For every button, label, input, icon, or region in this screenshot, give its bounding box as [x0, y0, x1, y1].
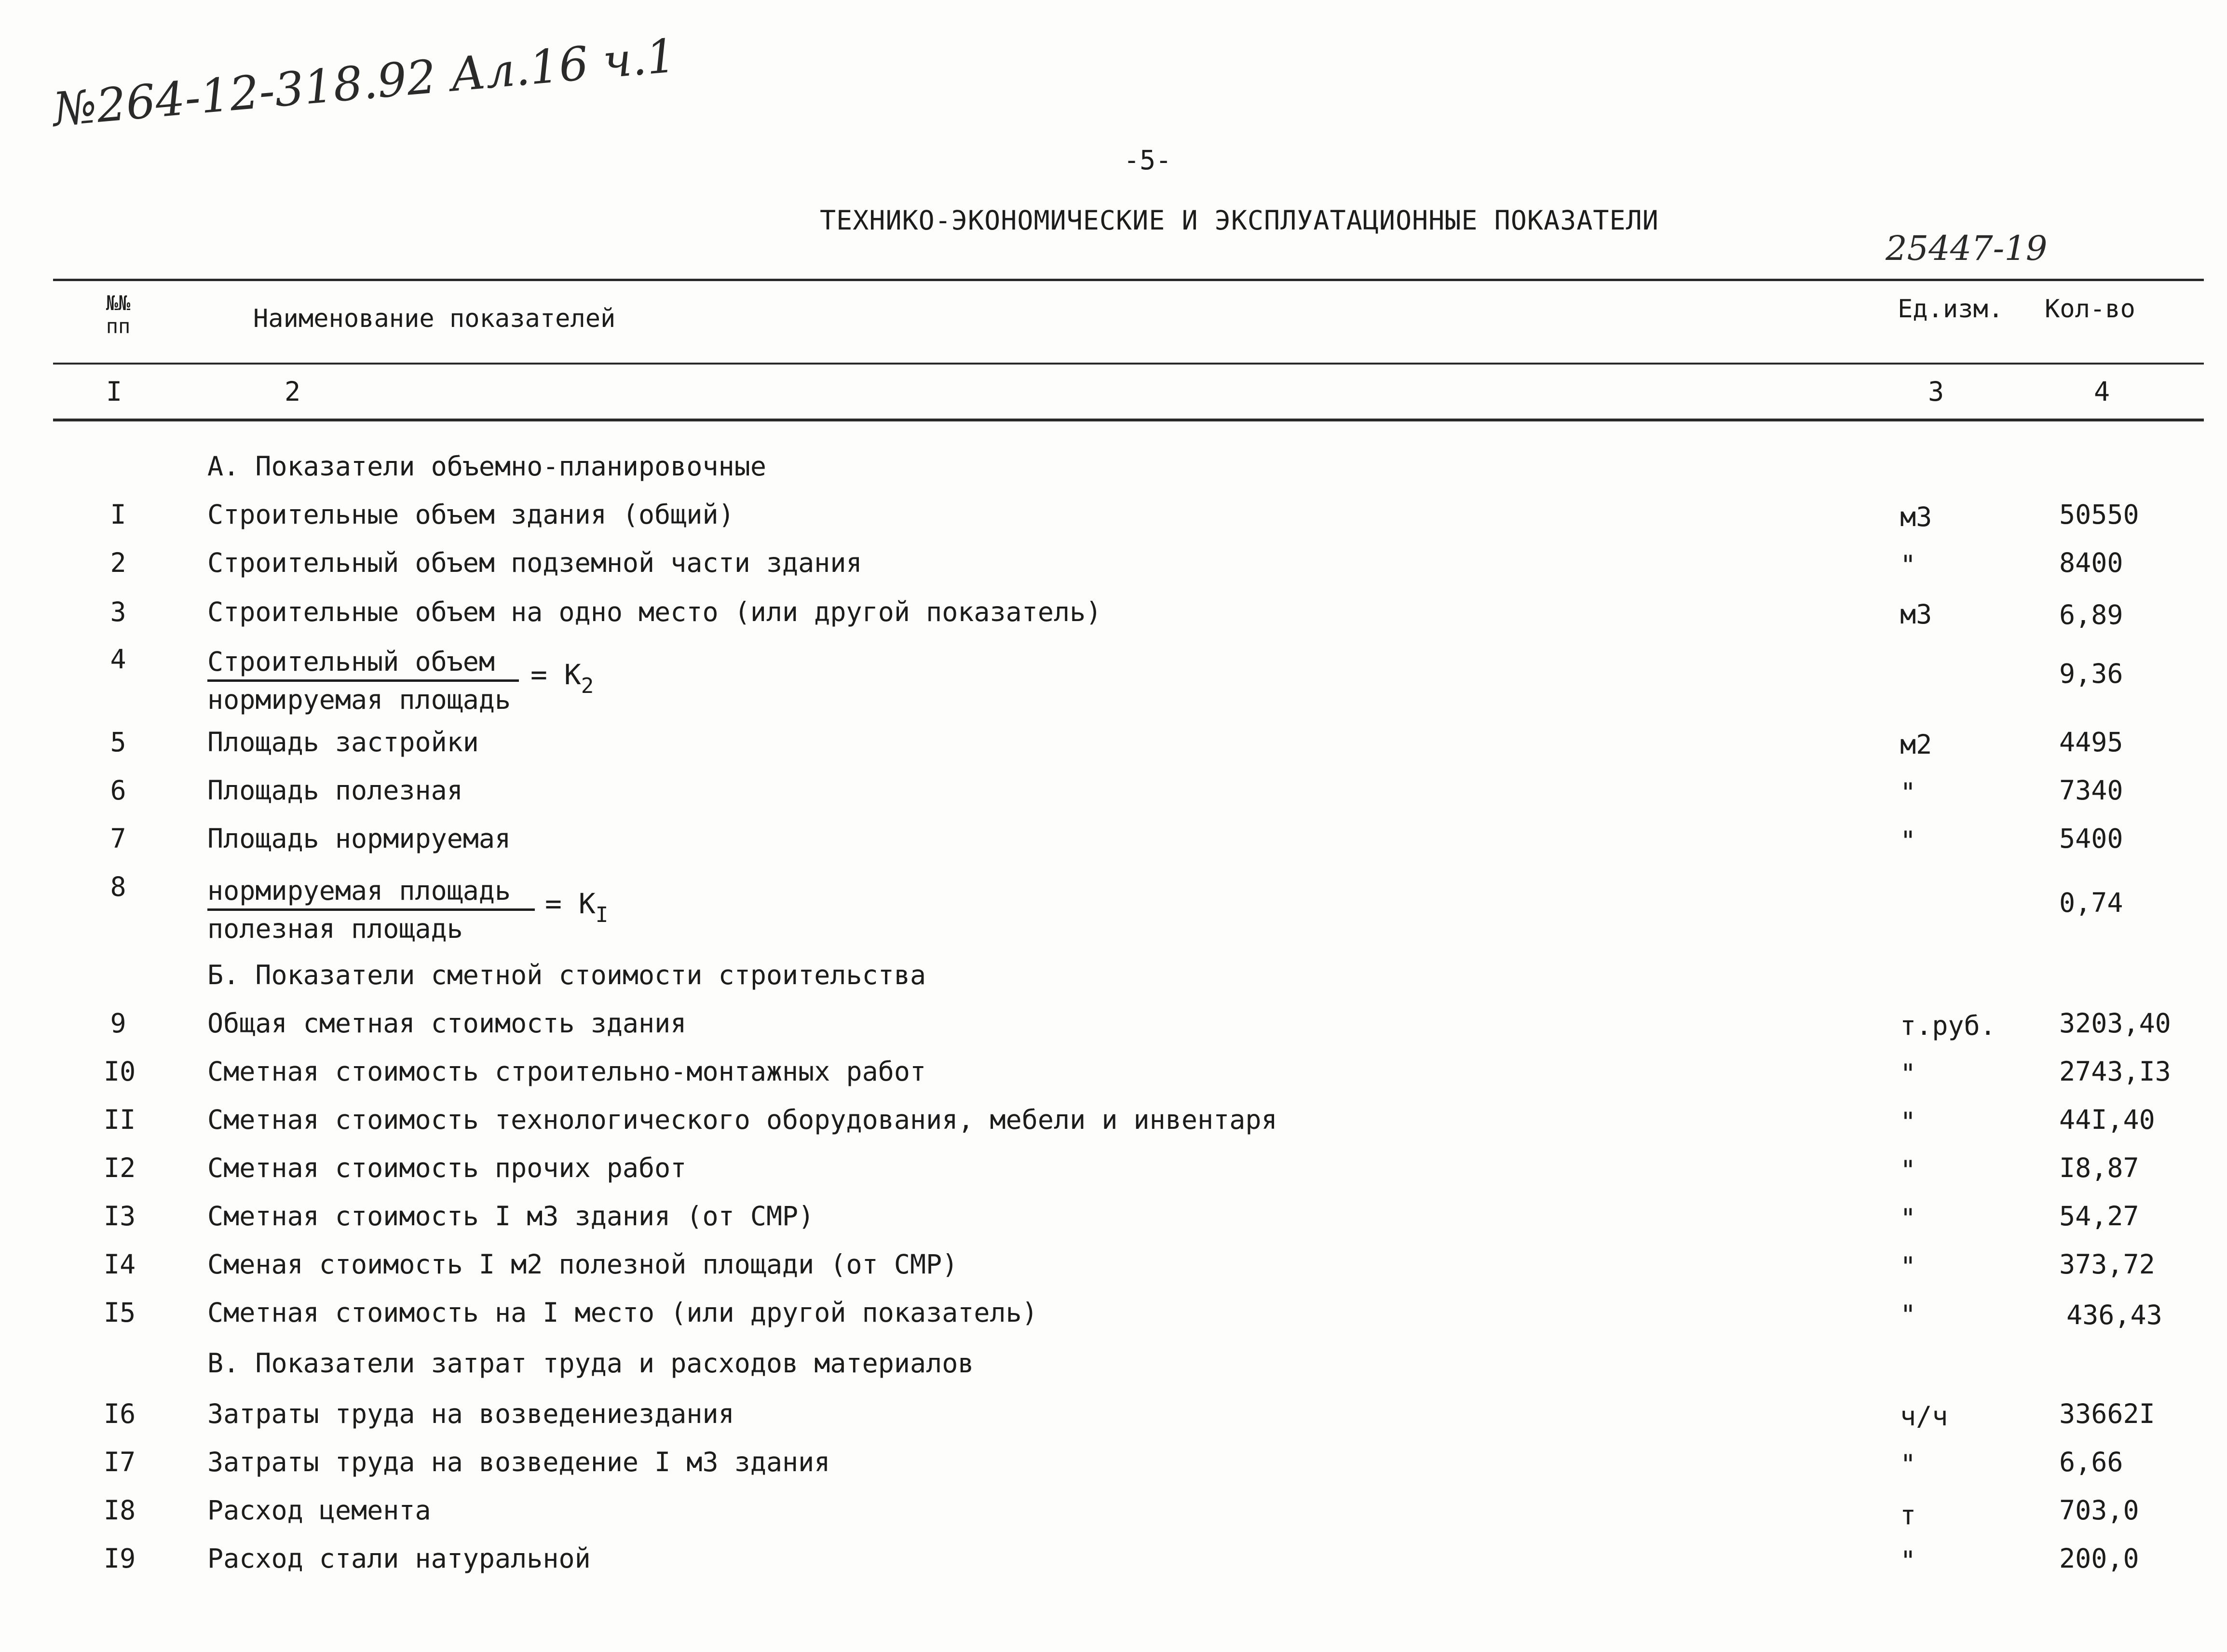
- row-name: Расход стали натуральной: [207, 1543, 591, 1574]
- row-fraction: [207, 873, 535, 947]
- row-number: 8: [110, 871, 126, 902]
- row-number: 7: [110, 823, 126, 854]
- row-unit: ч/ч: [1900, 1401, 1948, 1432]
- row-number: 5: [110, 727, 126, 758]
- row-qty: 50550: [2059, 499, 2139, 530]
- row-unit: ": [1900, 1155, 1916, 1186]
- row-number: I2: [104, 1152, 136, 1183]
- column-number-4: 4: [2094, 376, 2110, 407]
- row-unit: м3: [1900, 501, 1932, 532]
- row-unit: ": [1900, 1545, 1916, 1576]
- row-qty: 3203,40: [2059, 1008, 2171, 1039]
- row-number: 3: [110, 596, 126, 627]
- row-unit: ": [1900, 1058, 1916, 1089]
- row-qty: 4495: [2059, 727, 2123, 758]
- row-number: I3: [104, 1201, 136, 1232]
- row-number: I: [110, 499, 126, 530]
- column-header-qty: Кол-во: [2045, 295, 2135, 324]
- row-name: Строительный объем подземной части здания: [207, 547, 862, 578]
- row-name: Строительные объем на одно место (или другой показатель): [207, 596, 1102, 627]
- row-unit: ": [1900, 777, 1916, 808]
- fraction-denominator: полезная площадь: [207, 913, 463, 945]
- row-unit: ": [1900, 826, 1916, 856]
- row-qty: 6,66: [2059, 1447, 2123, 1477]
- row-name: Затраты труда на возведениездания: [207, 1398, 734, 1429]
- row-unit: ": [1900, 1203, 1916, 1234]
- row-qty: 54,27: [2059, 1201, 2139, 1232]
- row-number: I5: [104, 1297, 136, 1328]
- handwritten-stamp-number: 25447-19: [1886, 229, 2048, 268]
- row-number: I7: [104, 1447, 136, 1477]
- row-qty: 436,43: [2066, 1300, 2162, 1330]
- row-name: Общая сметная стоимость здания: [207, 1008, 687, 1039]
- row-qty: 6,89: [2059, 599, 2123, 630]
- row-qty: 200,0: [2059, 1543, 2139, 1574]
- row-qty: 9,36: [2059, 658, 2123, 689]
- row-qty: I8,87: [2059, 1152, 2139, 1183]
- coefficient-k2: = $K_2$: [530, 658, 594, 698]
- row-unit: т.руб.: [1900, 1010, 1996, 1041]
- column-number-3: 3: [1928, 376, 1944, 407]
- row-number: 4: [110, 644, 126, 675]
- row-number: I4: [104, 1249, 136, 1280]
- row-number: I6: [104, 1398, 136, 1429]
- row-qty: 7340: [2059, 775, 2123, 806]
- column-header-num-line2: пп: [106, 314, 131, 339]
- row-name: Сметная стоимость технологического оборудования, мебели и инвентаря: [207, 1104, 1277, 1135]
- row-number: 6: [110, 775, 126, 806]
- row-qty: 8400: [2059, 547, 2123, 578]
- row-name: Строительные объем здания (общий): [207, 499, 734, 530]
- row-unit: ": [1900, 1300, 1916, 1330]
- row-name: Сменая стоимость I м2 полезной площади (от СМР): [207, 1249, 958, 1280]
- coefficient-k1: = $K_I$: [545, 887, 609, 927]
- page-number: -5-: [1124, 145, 1172, 176]
- row-name: Площадь полезная: [207, 775, 463, 806]
- row-unit: ": [1900, 1251, 1916, 1282]
- fraction-denominator: нормируемая площадь: [207, 684, 511, 716]
- header-divider-rule: [53, 363, 2204, 365]
- row-unit: т: [1900, 1500, 1916, 1530]
- row-name: Сметная стоимость на I место (или другой показатель): [207, 1297, 1038, 1328]
- row-number: I8: [104, 1495, 136, 1526]
- row-name: Площадь застройки: [207, 727, 479, 758]
- handwritten-document-number: №264-12-318.92 Ал.16 ч.1: [51, 28, 678, 137]
- section-heading-b: Б. Показатели сметной стоимости строительства: [207, 960, 926, 990]
- row-qty: 0,74: [2059, 887, 2123, 918]
- row-number: 9: [110, 1008, 126, 1039]
- row-unit: ": [1900, 1107, 1916, 1137]
- row-unit: м2: [1900, 729, 1932, 760]
- row-qty: 33662I: [2059, 1398, 2155, 1429]
- row-qty: 5400: [2059, 823, 2123, 854]
- table-top-rule: [53, 279, 2204, 281]
- column-header-num-line1: №№: [106, 291, 131, 315]
- column-header-unit: Ед.изм.: [1898, 295, 2004, 324]
- row-name: Сметная стоимость прочих работ: [207, 1152, 687, 1183]
- row-name: Площадь нормируемая: [207, 823, 511, 854]
- row-number: I0: [104, 1056, 136, 1087]
- row-qty: 2743,I3: [2059, 1056, 2171, 1087]
- row-unit: ": [1900, 1449, 1916, 1480]
- column-number-1: I: [106, 376, 122, 407]
- row-unit: ": [1900, 550, 1916, 581]
- column-number-2: 2: [285, 376, 301, 407]
- row-qty: 373,72: [2059, 1249, 2155, 1280]
- row-name: Расход цемента: [207, 1495, 431, 1526]
- row-fraction: [207, 644, 519, 718]
- row-unit: м3: [1900, 599, 1932, 630]
- row-name: Сметная стоимость строительно-монтажных работ: [207, 1056, 926, 1087]
- page-title: ТЕХНИКО-ЭКОНОМИЧЕСКИЕ И ЭКСПЛУАТАЦИОННЫЕ ПОКАЗАТЕЛИ: [820, 205, 1659, 236]
- section-heading-a: А. Показатели объемно-планировочные: [207, 451, 766, 482]
- column-numbers-rule: [53, 419, 2204, 421]
- column-header-num: [104, 292, 133, 339]
- row-number: 2: [110, 547, 126, 578]
- row-number: II: [104, 1104, 136, 1135]
- row-name: Сметная стоимость I м3 здания (от СМР): [207, 1201, 815, 1232]
- row-qty: 703,0: [2059, 1495, 2139, 1526]
- row-number: I9: [104, 1543, 136, 1574]
- section-heading-v: В. Показатели затрат труда и расходов материалов: [207, 1348, 974, 1379]
- row-qty: 44I,40: [2059, 1104, 2155, 1135]
- column-header-name: Наименование показателей: [253, 304, 616, 333]
- fraction-numerator: Строительный объем: [207, 644, 519, 682]
- row-name: Затраты труда на возведение I м3 здания: [207, 1447, 830, 1477]
- fraction-numerator: нормируемая площадь: [207, 873, 535, 911]
